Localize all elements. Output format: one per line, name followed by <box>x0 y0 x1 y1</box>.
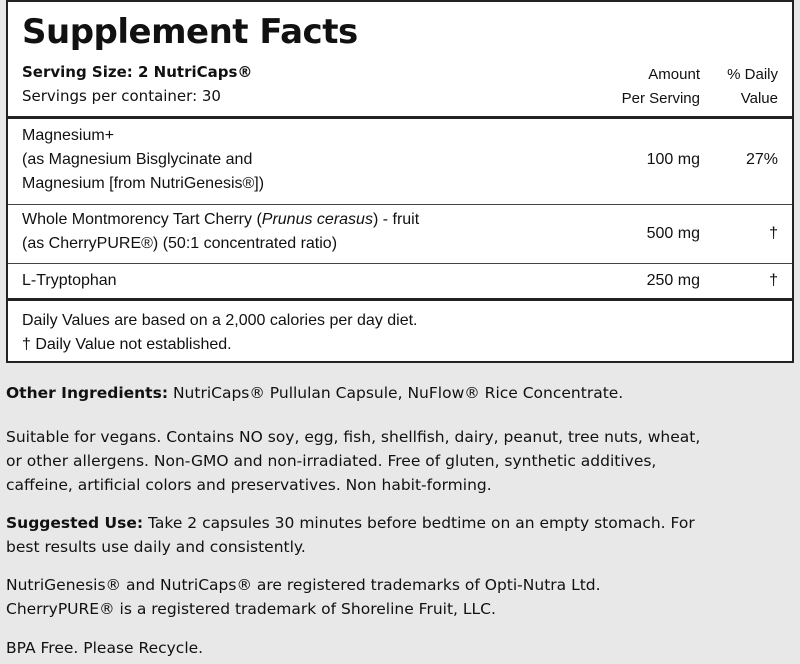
amount-header-line-1: Amount <box>648 66 700 83</box>
ingredient-daily-value: 27% <box>745 151 778 168</box>
recycle-notice: BPA Free. Please Recycle. <box>6 639 204 657</box>
suggested-use-line: best results use daily and consistently. <box>6 538 306 556</box>
supplement-facts-panel <box>6 0 794 363</box>
suggested-use-text: Take 2 capsules 30 minutes before bedtime on an empty stomach. For <box>143 514 695 532</box>
trademark-line: NutriGenesis® and NutriCaps® are registered trademarks of Opti-Nutra Ltd. <box>6 576 601 594</box>
ingredient-detail: (as Magnesium Bisglycinate and <box>22 151 253 168</box>
suitability-line: caffeine, artificial colors and preservatives. Non habit-forming. <box>6 476 492 494</box>
ingredient-name-part: Whole Montmorency Tart Cherry ( <box>22 211 262 228</box>
other-ingredients <box>6 381 791 405</box>
header-divider <box>8 116 792 119</box>
servings-per-container: Servings per container: 30 <box>22 87 221 105</box>
ingredient-row-magnesium <box>22 124 264 196</box>
trademark-line: CherryPURE® is a registered trademark of Shoreline Fruit, LLC. <box>6 600 496 618</box>
row-divider <box>8 204 792 205</box>
suitability-line: Suitable for vegans. Contains NO soy, egg, fish, shellfish, dairy, peanut, tree nuts, wheat, <box>6 428 701 446</box>
trademark-notice <box>6 573 791 621</box>
daily-value-header <box>727 63 778 111</box>
footnote-divider <box>8 298 792 301</box>
footnote-daily-values: Daily Values are based on a 2,000 calories per day diet. <box>22 312 418 329</box>
ingredient-detail: Magnesium [from NutriGenesis®]) <box>22 175 265 192</box>
ingredient-name: L-Tryptophan <box>22 272 117 289</box>
footnotes <box>22 309 418 357</box>
ingredient-name <box>22 208 419 232</box>
suggested-use-line <box>6 511 791 535</box>
ingredient-name: Magnesium+ <box>22 127 115 144</box>
ingredient-row-tart-cherry <box>22 208 419 256</box>
amount-header <box>622 63 700 111</box>
row-divider <box>8 263 792 264</box>
ingredient-row-tryptophan <box>22 269 117 293</box>
other-ingredients-text: NutriCaps® Pullulan Capsule, NuFlow® Rice Concentrate. <box>168 384 624 402</box>
other-ingredients-label: Other Ingredients: <box>6 384 169 402</box>
suitability-line: or other allergens. Non-GMO and non-irradiated. Free of gluten, synthetic additives, <box>6 452 657 470</box>
ingredient-latin-name: Prunus cerasus <box>261 211 373 228</box>
suitability-statement <box>6 425 791 497</box>
ingredient-amount: 250 mg <box>646 272 700 289</box>
ingredient-daily-value: † <box>769 225 778 242</box>
ingredient-amount: 100 mg <box>646 151 700 168</box>
amount-header-line-2: Per Serving <box>621 90 700 107</box>
suggested-use-label: Suggested Use: <box>6 514 144 532</box>
suggested-use <box>6 511 791 559</box>
serving-size: Serving Size: 2 NutriCaps® <box>22 63 253 81</box>
ingredient-name-part: ) - fruit <box>372 211 420 228</box>
dv-header-line-1: % Daily <box>727 66 778 83</box>
ingredient-detail: (as CherryPURE®) (50:1 concentrated ratio) <box>22 235 338 252</box>
ingredient-daily-value: † <box>769 272 778 289</box>
footnote-not-established: † Daily Value not established. <box>22 336 232 353</box>
dv-header-line-2: Value <box>740 90 778 107</box>
panel-title: Supplement Facts <box>22 12 358 52</box>
ingredient-amount: 500 mg <box>646 225 700 242</box>
